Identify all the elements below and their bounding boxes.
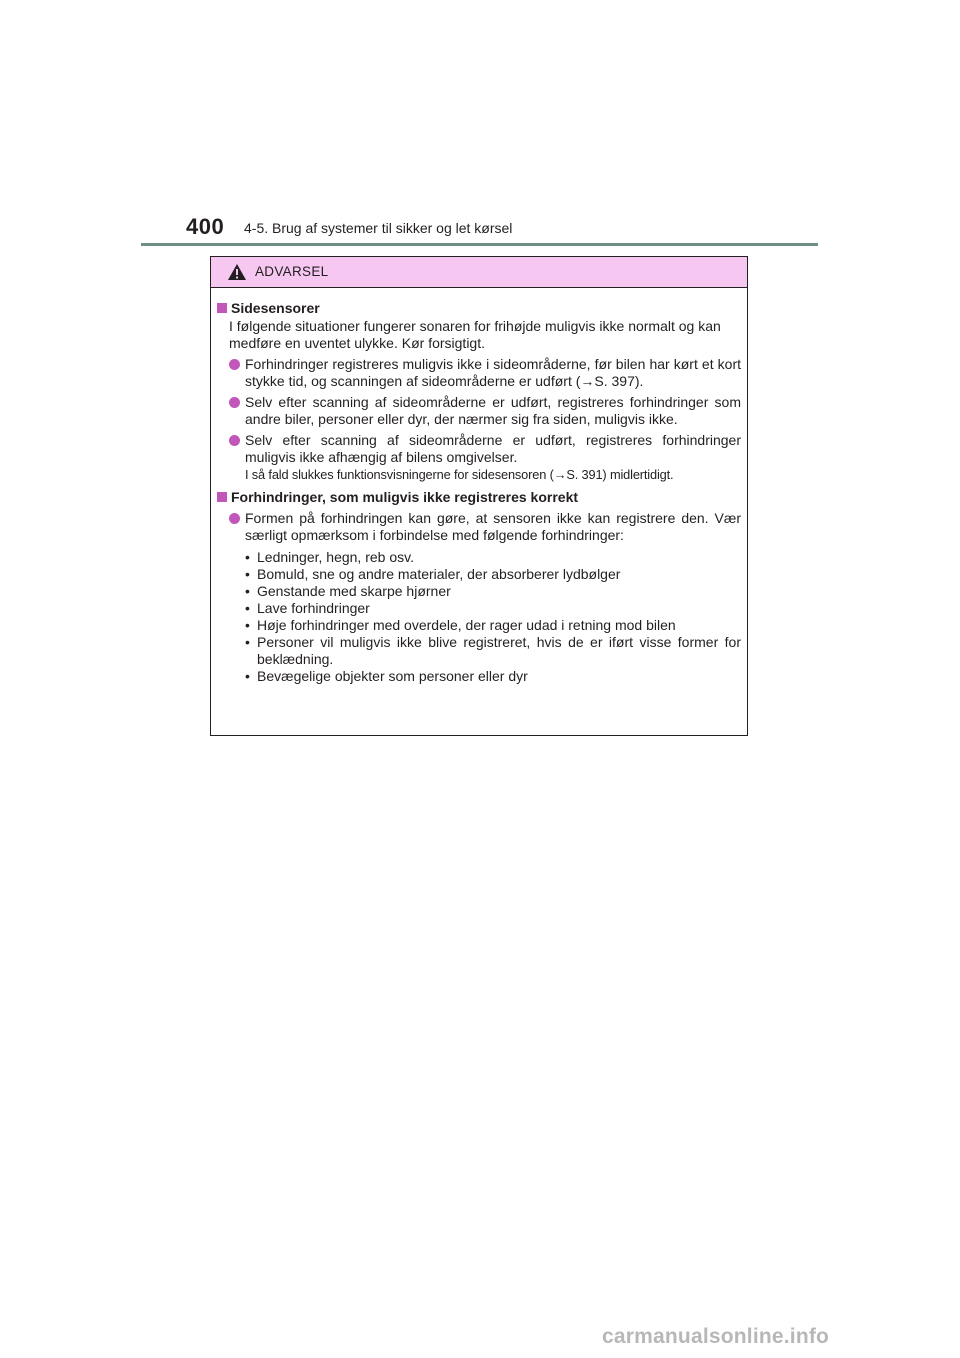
obstacle-item: • Bomuld, sne og andre materialer, der absorberer lydbølger	[245, 566, 621, 582]
section-intro: I følgende situationer fungerer sonaren for frihøjde muligvis ikke normalt og kan medføre en uventet ulykke. Kør forsigtigt.	[229, 318, 721, 351]
list-item-text: Forhindringer registreres muligvis ikke i sideområderne, før bilen har kørt et kort stykke tid, og scanningen af sideområderne er udført (→S. 397).	[245, 356, 741, 389]
square-bullet-icon	[217, 303, 227, 313]
obstacle-item: • Genstande med skarpe hjørner	[245, 583, 451, 599]
list-item	[229, 356, 741, 390]
chapter-title: 4-5. Brug af systemer til sikker og let kørsel	[244, 220, 513, 236]
obstacle-item: • Lave forhindringer	[245, 600, 370, 616]
section-title-sidesensorer	[217, 300, 741, 317]
list-item	[229, 510, 741, 544]
header-divider	[141, 243, 818, 246]
warning-box	[210, 256, 748, 736]
obstacle-item: • Personer vil muligvis ikke blive registreret, hvis de er iført visse former for beklædning.	[245, 634, 741, 667]
page-header	[0, 0, 960, 250]
page-number: 400	[186, 214, 225, 239]
warning-triangle-icon	[227, 263, 247, 281]
section-title-forhindringer	[217, 489, 741, 506]
list-item-text: Formen på forhindringen kan gøre, at sensoren ikke kan registrere den. Vær særligt opmærksom i forbindelse med følgende forhindringer:	[245, 510, 741, 543]
square-bullet-icon	[217, 492, 227, 502]
watermark: carmanualsonline.info	[602, 1325, 830, 1348]
obstacle-list	[245, 549, 741, 685]
circle-bullet-icon	[229, 513, 240, 524]
section-title-text: Forhindringer, som muligvis ikke registreres korrekt	[231, 489, 579, 505]
list-item	[229, 394, 741, 428]
circle-bullet-icon	[229, 397, 240, 408]
warning-header	[211, 257, 747, 288]
warning-label: ADVARSEL	[255, 264, 329, 279]
section-title-text: Sidesensorer	[231, 300, 320, 316]
list-item-text: Selv efter scanning af sideområderne er udført, registreres forhindringer som andre biler, personer eller dyr, der nærmer sig fra siden, muligvis ikke.	[245, 394, 741, 427]
list-item-note: I så fald slukkes funktionsvisningerne for sidesensoren (→S. 391) midlertidigt.	[245, 467, 674, 482]
list-item	[229, 432, 741, 483]
list-item-text: Selv efter scanning af sideområderne er udført, registreres forhindringer muligvis ikke afhængig af bilens omgivelser.	[245, 432, 741, 465]
circle-bullet-icon	[229, 435, 240, 446]
obstacle-item: • Høje forhindringer med overdele, der rager udad i retning mod bilen	[245, 617, 676, 633]
warning-body	[211, 288, 747, 685]
obstacle-item: • Ledninger, hegn, reb osv.	[245, 549, 414, 565]
circle-bullet-icon	[229, 359, 240, 370]
obstacle-item: • Bevægelige objekter som personer eller dyr	[245, 668, 528, 684]
